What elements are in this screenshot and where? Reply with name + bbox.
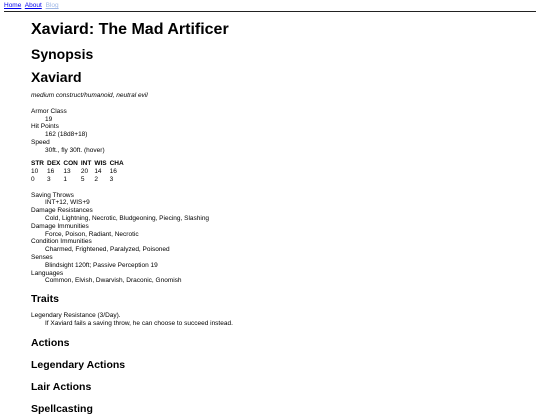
main-content bbox=[31, 14, 526, 416]
ability-header-row bbox=[31, 160, 127, 168]
ability-score-str: 10 bbox=[31, 167, 39, 175]
ability-mod-wis: 2 bbox=[94, 175, 98, 183]
ability-score-cha: 16 bbox=[109, 167, 117, 175]
ability-mod-dex: 3 bbox=[47, 175, 51, 183]
condition-immunities-label: Condition Immunities bbox=[31, 238, 92, 246]
ability-score-dex: 16 bbox=[47, 167, 55, 175]
ability-modifier-row bbox=[31, 176, 127, 184]
creature-name: Xaviard bbox=[31, 69, 82, 85]
damage-immunities-value: Force, Poison, Radiant, Necrotic bbox=[45, 230, 139, 238]
synopsis-heading: Synopsis bbox=[31, 46, 94, 62]
ability-mod-str: 0 bbox=[31, 175, 35, 183]
damage-resistances-label: Damage Resistances bbox=[31, 207, 93, 215]
lair-actions-heading: Lair Actions bbox=[31, 380, 92, 393]
nav-link-blog[interactable]: Blog bbox=[45, 2, 59, 9]
armor-class-label: Armor Class bbox=[31, 107, 67, 115]
ability-score-row bbox=[31, 168, 127, 176]
legendary-actions-heading: Legendary Actions bbox=[31, 358, 126, 371]
top-nav bbox=[4, 2, 61, 10]
saving-throws-value: INT+12, WIS+9 bbox=[45, 199, 90, 207]
nav-link-about[interactable]: About bbox=[24, 2, 42, 9]
speed-label: Speed bbox=[31, 138, 50, 146]
ability-score-wis: 14 bbox=[94, 167, 102, 175]
ability-mod-cha: 3 bbox=[109, 175, 114, 183]
ability-score-int: 20 bbox=[80, 167, 89, 175]
ability-header-con: CON bbox=[63, 159, 78, 167]
spellcasting-heading: Spellcasting bbox=[31, 402, 93, 415]
ability-header-int: INT bbox=[80, 159, 92, 167]
condition-immunities-value: Charmed, Frightened, Paralyzed, Poisoned bbox=[45, 246, 170, 254]
senses-label: Senses bbox=[31, 253, 53, 261]
saving-throws-label: Saving Throws bbox=[31, 191, 74, 199]
nav-divider bbox=[4, 11, 536, 12]
languages-label: Languages bbox=[31, 269, 64, 277]
languages-value: Common, Elvish, Dwarvish, Draconic, Gnomish bbox=[45, 277, 182, 285]
ability-score-con: 13 bbox=[63, 167, 71, 175]
trait-name: Legendary Resistance (3/Day). bbox=[31, 312, 121, 320]
damage-resistances-value: Cold, Lightning, Necrotic, Bludgeoning, Piecing, Slashing bbox=[45, 214, 210, 222]
senses-value: Blindsight 120ft; Passive Perception 19 bbox=[45, 261, 158, 269]
ability-mod-con: 1 bbox=[63, 175, 67, 183]
speed-value: 30ft., fly 30ft. (hover) bbox=[45, 146, 105, 154]
ability-header-str: STR bbox=[31, 159, 44, 167]
actions-heading: Actions bbox=[31, 336, 70, 349]
hit-points-value: 162 (18d8+18) bbox=[45, 131, 88, 139]
ability-mod-int: 5 bbox=[80, 175, 85, 183]
ability-header-dex: DEX bbox=[47, 159, 61, 167]
damage-immunities-label: Damage Immunities bbox=[31, 222, 89, 230]
ability-header-cha: CHA bbox=[109, 159, 124, 167]
hit-points-label: Hit Points bbox=[31, 123, 59, 131]
ability-header-wis: WIS bbox=[94, 159, 107, 167]
ability-score-table bbox=[31, 160, 127, 184]
page-title: Xaviard: The Mad Artificer bbox=[31, 21, 229, 38]
armor-class-value: 19 bbox=[45, 115, 53, 123]
creature-type-line: medium construct/humanoid, neutral evil bbox=[31, 92, 148, 99]
traits-heading: Traits bbox=[31, 293, 60, 306]
nav-link-home[interactable]: Home bbox=[4, 2, 22, 9]
trait-description: If Xaviard fails a saving throw, he can choose to succeed instead. bbox=[45, 319, 233, 327]
